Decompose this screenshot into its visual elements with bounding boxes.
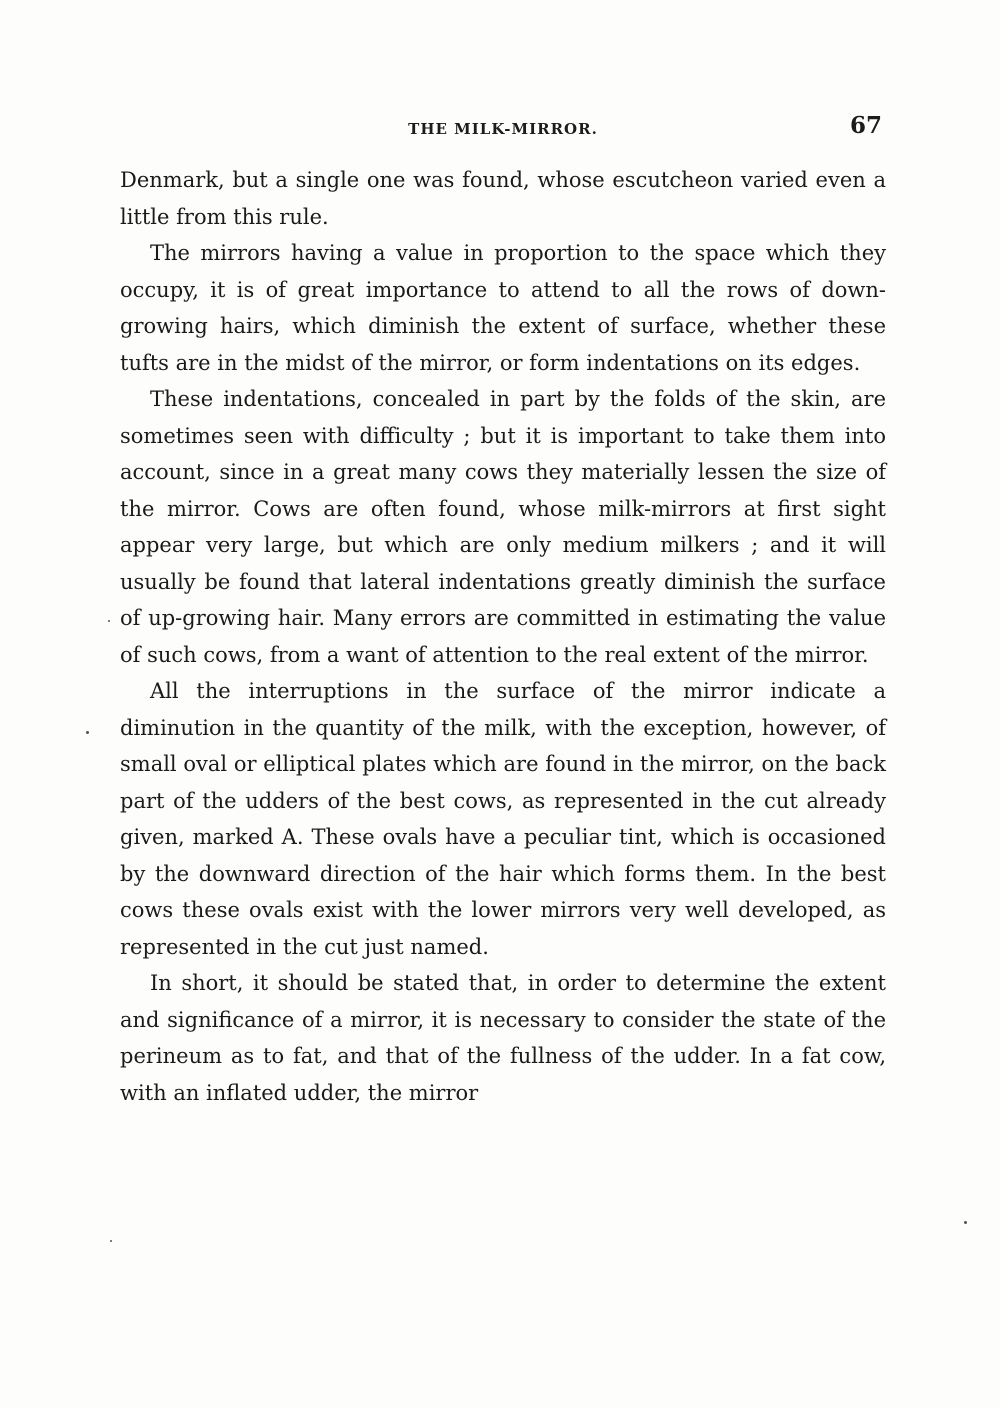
body-text bbox=[120, 162, 886, 1111]
scan-speck bbox=[108, 620, 110, 622]
paragraph-continuation: Denmark, but a single one was found, whose escutcheon varied even a little from this rule. bbox=[120, 168, 886, 229]
scan-speck bbox=[964, 1221, 967, 1224]
scan-speck bbox=[86, 731, 89, 734]
page-number: 67 bbox=[849, 112, 882, 139]
page-header bbox=[120, 112, 886, 152]
scan-speck bbox=[110, 1240, 112, 1242]
paragraph: These indentations, concealed in part by the folds of the skin, are sometimes seen with difficulty ; but it is important to take them into account, since in a great many cows they materially lessen the size of the mirror. Cows are often found, whose milk-mirrors at first sight appear very large, but which are only medium milkers ; and it will usually be found that lateral indentations greatly diminish the surface of up-growing hair. Many errors are committed in estimating the value of such cows, from a want of attention to the real extent of the mirror. bbox=[120, 387, 886, 667]
paragraph: In short, it should be stated that, in order to determine the extent and significance of a mirror, it is necessary to consider the state of the perineum as to fat, and that of the fullness of the udder. In a fat cow, with an inflated udder, the mirror bbox=[120, 971, 886, 1105]
paragraph: The mirrors having a value in proportion to the space which they occupy, it is of great importance to attend to all the rows of down-growing hairs, which diminish the extent of surface, whether these tufts are in the midst of the mirror, or form indentations on its edges. bbox=[120, 241, 886, 375]
running-title: THE MILK-MIRROR. bbox=[408, 120, 598, 138]
paragraph: All the interruptions in the surface of the mirror indicate a diminution in the quantity of the milk, with the exception, however, of small oval or elliptical plates which are found in the mirror, on the back part of the udders of the best cows, as represented in the cut already given, marked A. These ovals have a peculiar tint, which is occasioned by the downward direction of the hair which forms them. In the best cows these ovals exist with the lower mirrors very well developed, as represented in the cut just named. bbox=[120, 679, 886, 959]
